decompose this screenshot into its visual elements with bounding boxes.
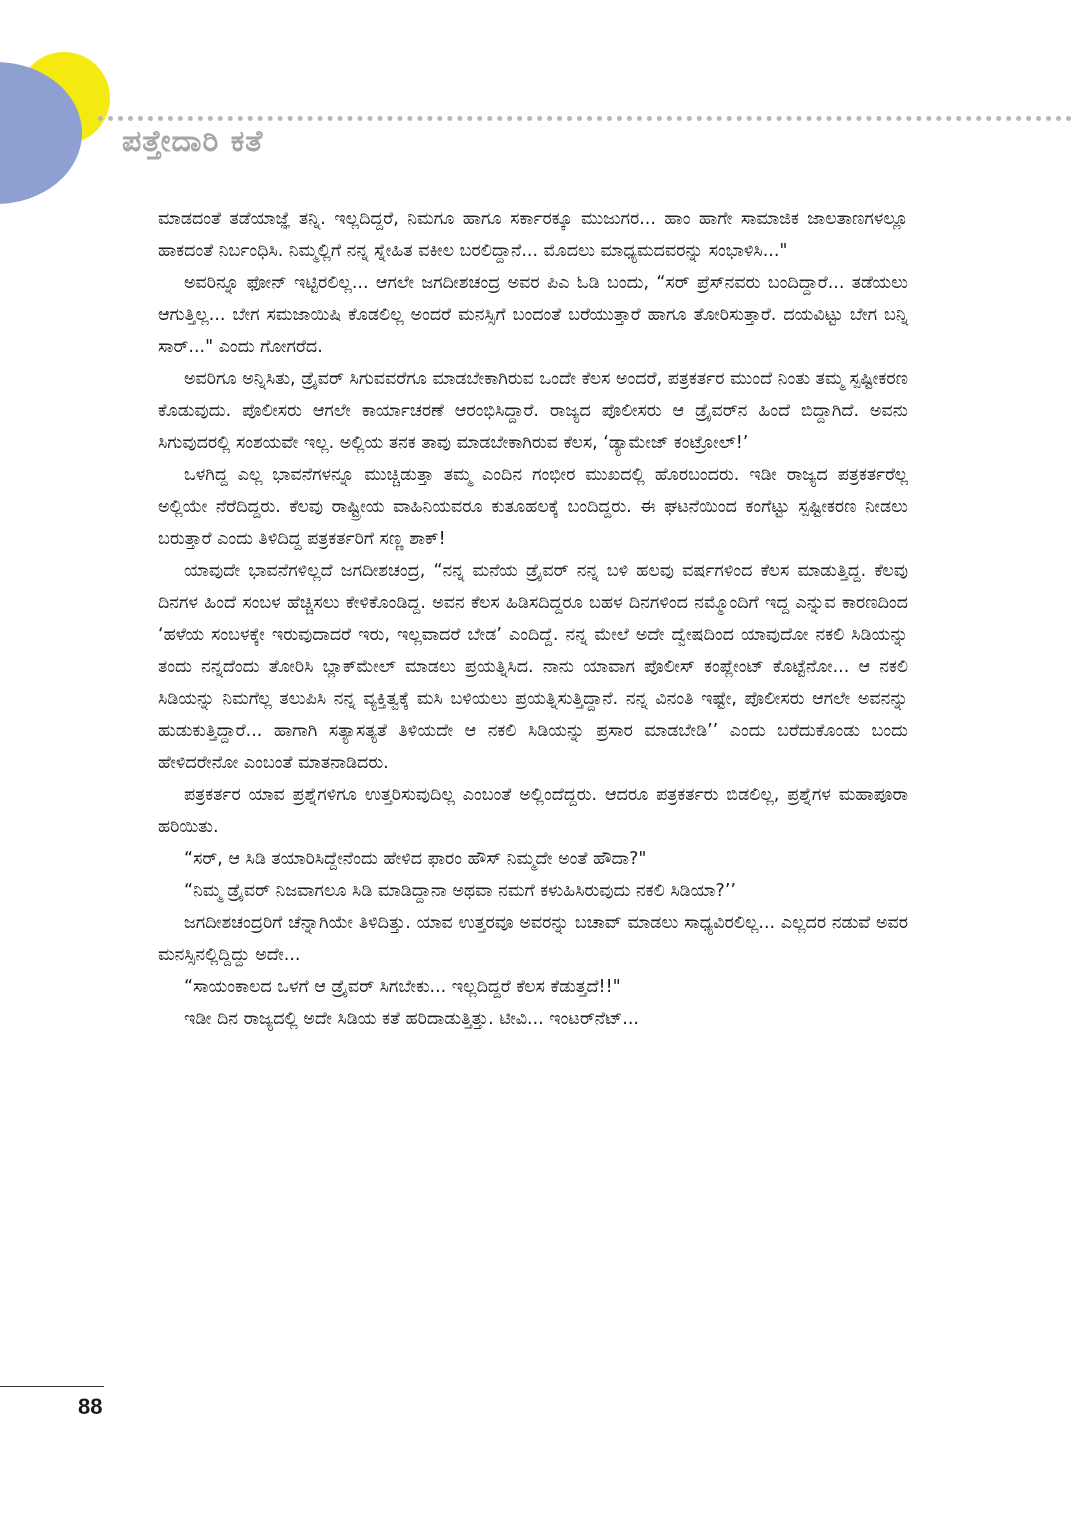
page-number-rule xyxy=(0,1386,104,1387)
paragraph: “ಸಾಯಂಕಾಲದ ಒಳಗೆ ಆ ಡ್ರೈವರ್ ಸಿಗಬೇಕು... ಇಲ್ಲದಿದ್ದರೆ ಕೆಲಸ ಕೆಡುತ್ತದೆ!!" xyxy=(184,977,621,997)
paragraph: “ನಿಮ್ಮ ಡ್ರೈವರ್ ನಿಜವಾಗಲೂ ಸಿಡಿ ಮಾಡಿದ್ದಾನಾ ಅಥವಾ ನಮಗೆ ಕಳುಹಿಸಿರುವುದು ನಕಲಿ ಸಿಡಿಯಾ?’’ xyxy=(184,881,736,901)
page-number: 88 xyxy=(78,1394,103,1419)
story-text xyxy=(158,203,908,1035)
paragraph: ಅವರಿನ್ನೂ ಫೋನ್ ಇಟ್ಟಿರಲಿಲ್ಲ... ಆಗಲೇ ಜಗದೀಶಚಂದ್ರ ಅವರ ಪಿಎ ಓಡಿ ಬಂದು, “ಸರ್ ಪ್ರೆಸ್‌ನವರು ಬಂದಿದ್ದಾರೆ... ತಡೆಯಲು ಆಗುತ್ತಿಲ್ಲ... ಬೇಗ ಸಮಜಾಯಿಷಿ ಕೊಡಲಿಲ್ಲ ಅಂದರೆ ಮನಸ್ಸಿಗೆ ಬಂದಂತೆ ಬರೆಯುತ್ತಾರೆ ಹಾಗೂ ತೋರಿಸುತ್ತಾರೆ. ದಯವಿಟ್ಟು ಬೇಗ ಬನ್ನಿ ಸಾರ್..." ಎಂದು ಗೋಗರೆದ. xyxy=(158,273,908,357)
section-title: ಪತ್ತೇದಾರಿ ಕತೆ xyxy=(122,124,264,159)
paragraph: ಒಳಗಿದ್ದ ಎಲ್ಲ ಭಾವನೆಗಳನ್ನೂ ಮುಚ್ಚಿಡುತ್ತಾ ತಮ್ಮ ಎಂದಿನ ಗಂಭೀರ ಮುಖದಲ್ಲಿ ಹೊರಬಂದರು. ಇಡೀ ರಾಜ್ಯದ ಪತ್ರಕರ್ತರೆಲ್ಲ ಅಲ್ಲಿಯೇ ನೆರೆದಿದ್ದರು. ಕೆಲವು ರಾಷ್ಟ್ರೀಯ ವಾಹಿನಿಯವರೂ ಕುತೂಹಲಕ್ಕೆ ಬಂದಿದ್ದರು. ಈ ಘಟನೆಯಿಂದ ಕಂಗೆಟ್ಟು ಸ್ಪಷ್ಟೀಕರಣ ನೀಡಲು ಬರುತ್ತಾರೆ ಎಂದು ತಿಳಿದಿದ್ದ ಪತ್ರಕರ್ತರಿಗೆ ಸಣ್ಣ ಶಾಕ್! xyxy=(158,465,908,549)
paragraph: ಪತ್ರಕರ್ತರ ಯಾವ ಪ್ರಶ್ನೆಗಳಿಗೂ ಉತ್ತರಿಸುವುದಿಲ್ಲ ಎಂಬಂತೆ ಅಲ್ಲಿಂದೆದ್ದರು. ಆದರೂ ಪತ್ರಕರ್ತರು ಬಿಡಲಿಲ್ಲ, ಪ್ರಶ್ನೆಗಳ ಮಹಾಪೂರಾ ಹರಿಯಿತು. xyxy=(158,785,908,837)
paragraph: ಇಡೀ ದಿನ ರಾಜ್ಯದಲ್ಲಿ ಅದೇ ಸಿಡಿಯ ಕತೆ ಹರಿದಾಡುತ್ತಿತ್ತು. ಟೀವಿ... ಇಂಟರ್‌ನೆಟ್... xyxy=(184,1009,639,1029)
paragraph: ಯಾವುದೇ ಭಾವನೆಗಳಿಲ್ಲದೆ ಜಗದೀಶಚಂದ್ರ, “ನನ್ನ ಮನೆಯ ಡ್ರೈವರ್ ನನ್ನ ಬಳಿ ಹಲವು ವರ್ಷಗಳಿಂದ ಕೆಲಸ ಮಾಡುತ್ತಿದ್ದ. ಕೆಲವು ದಿನಗಳ ಹಿಂದೆ ಸಂಬಳ ಹೆಚ್ಚಿಸಲು ಕೇಳಿಕೊಂಡಿದ್ದ. ಅವನ ಕೆಲಸ ಹಿಡಿಸದಿದ್ದರೂ ಬಹಳ ದಿನಗಳಿಂದ ನಮ್ಮೊಂದಿಗೆ ಇದ್ದ ಎನ್ನುವ ಕಾರಣದಿಂದ ‘ಹಳೆಯ ಸಂಬಳಕ್ಕೇ ಇರುವುದಾದರೆ ಇರು, ಇಲ್ಲವಾದರೆ ಬೇಡ’ ಎಂದಿದ್ದೆ. ನನ್ನ ಮೇಲೆ ಅದೇ ದ್ವೇಷದಿಂದ ಯಾವುದೋ ನಕಲಿ ಸಿಡಿಯನ್ನು ತಂದು ನನ್ನದೆಂದು ತೋರಿಸಿ ಬ್ಲಾಕ್‌ಮೇಲ್ ಮಾಡಲು ಪ್ರಯತ್ನಿಸಿದ. ನಾನು ಯಾವಾಗ ಪೊಲೀಸ್ ಕಂಪ್ಲೇಂಟ್ ಕೊಟ್ಟೆನೋ... ಆ ನಕಲಿ ಸಿಡಿಯನ್ನು ನಿಮಗೆಲ್ಲ ತಲುಪಿಸಿ ನನ್ನ ವ್ಯಕ್ತಿತ್ವಕ್ಕೆ ಮಸಿ ಬಳಿಯಲು ಪ್ರಯತ್ನಿಸುತ್ತಿದ್ದಾನೆ. ನನ್ನ ವಿನಂತಿ ಇಷ್ಟೇ, ಪೊಲೀಸರು ಆಗಲೇ ಅವನನ್ನು ಹುಡುಕುತ್ತಿದ್ದಾರೆ... ಹಾಗಾಗಿ ಸತ್ಯಾಸತ್ಯತೆ ತಿಳಿಯದೇ ಆ ನಕಲಿ ಸಿಡಿಯನ್ನು ಪ್ರಸಾರ ಮಾಡಬೇಡಿ’’ ಎಂದು ಬರೆದುಕೊಂಡು ಬಂದು ಹೇಳಿದರೇನೋ ಎಂಬಂತೆ ಮಾತನಾಡಿದರು. xyxy=(158,561,908,773)
paragraph: ಅವರಿಗೂ ಅನ್ನಿಸಿತು, ಡ್ರೈವರ್ ಸಿಗುವವರೆಗೂ ಮಾಡಬೇಕಾಗಿರುವ ಒಂದೇ ಕೆಲಸ ಅಂದರೆ, ಪತ್ರಕರ್ತರ ಮುಂದೆ ನಿಂತು ತಮ್ಮ ಸ್ಪಷ್ಟೀಕರಣ ಕೊಡುವುದು. ಪೊಲೀಸರು ಆಗಲೇ ಕಾರ್ಯಾಚರಣೆ ಆರಂಭಿಸಿದ್ದಾರೆ. ರಾಜ್ಯದ ಪೊಲೀಸರು ಆ ಡ್ರೈವರ್‌ನ ಹಿಂದೆ ಬಿದ್ದಾಗಿದೆ. ಅವನು ಸಿಗುವುದರಲ್ಲಿ ಸಂಶಯವೇ ಇಲ್ಲ. ಅಲ್ಲಿಯ ತನಕ ತಾವು ಮಾಡಬೇಕಾಗಿರುವ ಕೆಲಸ, ‘ಡ್ಯಾಮೇಜ್ ಕಂಟ್ರೋಲ್!’ xyxy=(158,369,908,453)
paragraph: ಜಗದೀಶಚಂದ್ರರಿಗೆ ಚೆನ್ನಾಗಿಯೇ ತಿಳಿದಿತ್ತು. ಯಾವ ಉತ್ತರವೂ ಅವರನ್ನು ಬಚಾವ್ ಮಾಡಲು ಸಾಧ್ಯವಿರಲಿಲ್ಲ... ಎಲ್ಲದರ ನಡುವೆ ಅವರ ಮನಸ್ಸಿನಲ್ಲಿದ್ದಿದ್ದು ಅದೇ... xyxy=(158,913,908,965)
header-dotted-rule xyxy=(98,116,1072,121)
paragraph: “ಸರ್, ಆ ಸಿಡಿ ತಯಾರಿಸಿದ್ದೇನೆಂದು ಹೇಳಿದ ಫಾರಂ ಹೌಸ್ ನಿಮ್ಮದೇ ಅಂತೆ ಹೌದಾ?" xyxy=(184,849,647,869)
paragraph: ಮಾಡದಂತೆ ತಡೆಯಾಜ್ಞೆ ತನ್ನಿ. ಇಲ್ಲದಿದ್ದರೆ, ನಿಮಗೂ ಹಾಗೂ ಸರ್ಕಾರಕ್ಕೂ ಮುಜುಗರ... ಹಾಂ ಹಾಗೇ ಸಾಮಾಜಿಕ ಜಾಲತಾಣಗಳಲ್ಲೂ ಹಾಕದಂತೆ ನಿರ್ಬಂಧಿಸಿ. ನಿಮ್ಮಲ್ಲಿಗೆ ನನ್ನ ಸ್ನೇಹಿತ ವಕೀಲ ಬರಲಿದ್ದಾನೆ... ಮೊದಲು ಮಾಧ್ಯಮದವರನ್ನು ಸಂಭಾಳಿಸಿ..." xyxy=(158,209,908,261)
